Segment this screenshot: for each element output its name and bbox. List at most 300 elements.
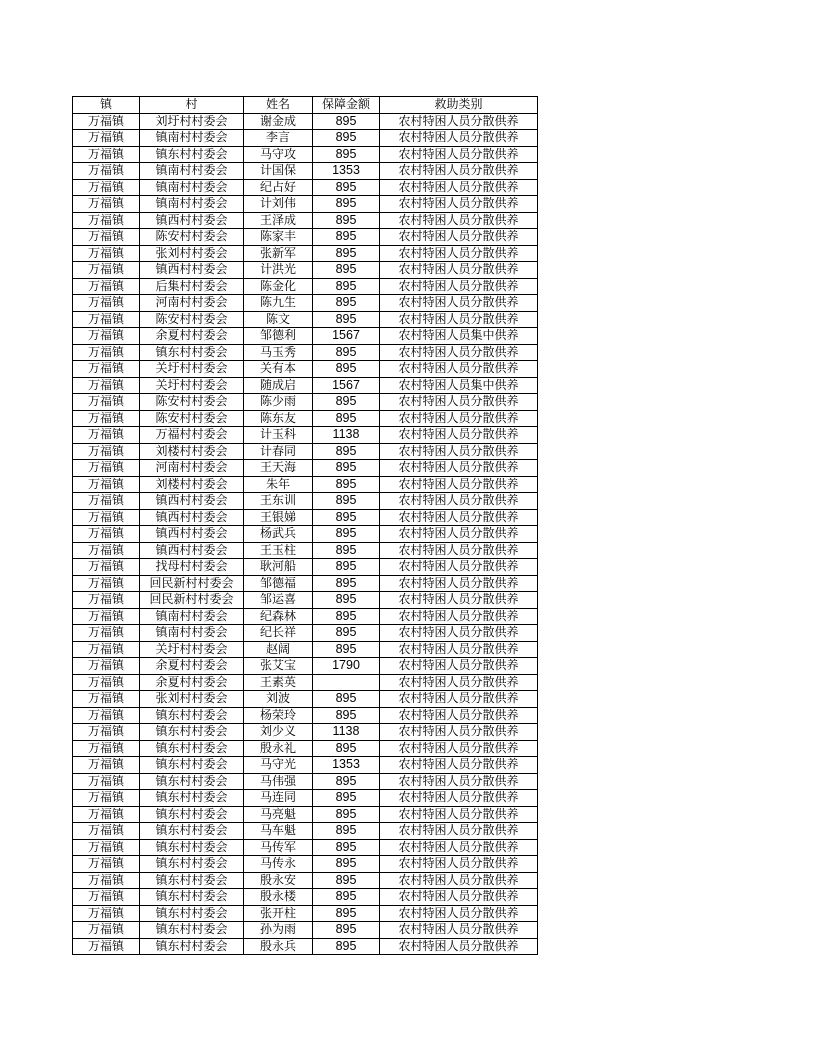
cell-village: 河南村村委会 bbox=[140, 295, 244, 312]
cell-category: 农村特困人员分散供养 bbox=[380, 641, 538, 658]
cell-name: 计玉科 bbox=[244, 427, 313, 444]
cell-category: 农村特困人员分散供养 bbox=[380, 625, 538, 642]
table-body bbox=[73, 113, 538, 955]
cell-village: 陈安村村委会 bbox=[140, 394, 244, 411]
table-row bbox=[73, 757, 538, 774]
cell-town: 万福镇 bbox=[73, 724, 140, 741]
cell-category: 农村特困人员分散供养 bbox=[380, 130, 538, 147]
cell-category: 农村特困人员集中供养 bbox=[380, 377, 538, 394]
cell-town: 万福镇 bbox=[73, 460, 140, 477]
header-row bbox=[73, 97, 538, 114]
cell-town: 万福镇 bbox=[73, 542, 140, 559]
cell-category: 农村特困人员分散供养 bbox=[380, 163, 538, 180]
table-row bbox=[73, 328, 538, 345]
cell-name: 邹德利 bbox=[244, 328, 313, 345]
table-row bbox=[73, 130, 538, 147]
cell-village: 镇东村村委会 bbox=[140, 344, 244, 361]
cell-village: 镇东村村委会 bbox=[140, 872, 244, 889]
cell-town: 万福镇 bbox=[73, 361, 140, 378]
cell-name: 马传军 bbox=[244, 839, 313, 856]
cell-category: 农村特困人员分散供养 bbox=[380, 691, 538, 708]
cell-village: 找母村村委会 bbox=[140, 559, 244, 576]
cell-town: 万福镇 bbox=[73, 740, 140, 757]
table-row bbox=[73, 443, 538, 460]
cell-amount: 895 bbox=[313, 212, 380, 229]
cell-village: 镇东村村委会 bbox=[140, 757, 244, 774]
cell-name: 耿河船 bbox=[244, 559, 313, 576]
cell-name: 计春同 bbox=[244, 443, 313, 460]
table-row bbox=[73, 823, 538, 840]
cell-amount: 1353 bbox=[313, 757, 380, 774]
cell-category: 农村特困人员分散供养 bbox=[380, 608, 538, 625]
cell-name: 杨武兵 bbox=[244, 526, 313, 543]
cell-village: 镇东村村委会 bbox=[140, 839, 244, 856]
cell-amount: 895 bbox=[313, 856, 380, 873]
relief-table bbox=[72, 96, 538, 955]
cell-amount: 895 bbox=[313, 823, 380, 840]
table-row bbox=[73, 740, 538, 757]
cell-village: 镇东村村委会 bbox=[140, 773, 244, 790]
header-village: 村 bbox=[140, 97, 244, 114]
header-name: 姓名 bbox=[244, 97, 313, 114]
cell-name: 马连同 bbox=[244, 790, 313, 807]
table-row bbox=[73, 806, 538, 823]
cell-category: 农村特困人员分散供养 bbox=[380, 295, 538, 312]
cell-name: 朱年 bbox=[244, 476, 313, 493]
cell-amount: 895 bbox=[313, 839, 380, 856]
cell-town: 万福镇 bbox=[73, 658, 140, 675]
table-row bbox=[73, 163, 538, 180]
cell-village: 镇西村村委会 bbox=[140, 509, 244, 526]
cell-category: 农村特困人员分散供养 bbox=[380, 872, 538, 889]
cell-category: 农村特困人员分散供养 bbox=[380, 278, 538, 295]
cell-amount: 895 bbox=[313, 542, 380, 559]
cell-village: 镇东村村委会 bbox=[140, 823, 244, 840]
cell-category: 农村特困人员分散供养 bbox=[380, 361, 538, 378]
cell-village: 张刘村村委会 bbox=[140, 245, 244, 262]
cell-amount bbox=[313, 674, 380, 691]
cell-village: 镇南村村委会 bbox=[140, 163, 244, 180]
cell-town: 万福镇 bbox=[73, 839, 140, 856]
cell-town: 万福镇 bbox=[73, 757, 140, 774]
cell-name: 陈九生 bbox=[244, 295, 313, 312]
table-row bbox=[73, 394, 538, 411]
cell-name: 纪森林 bbox=[244, 608, 313, 625]
cell-name: 赵阔 bbox=[244, 641, 313, 658]
cell-category: 农村特困人员分散供养 bbox=[380, 229, 538, 246]
table-row bbox=[73, 278, 538, 295]
cell-name: 马守光 bbox=[244, 757, 313, 774]
cell-town: 万福镇 bbox=[73, 311, 140, 328]
cell-village: 张刘村村委会 bbox=[140, 691, 244, 708]
cell-amount: 895 bbox=[313, 146, 380, 163]
cell-name: 纪长祥 bbox=[244, 625, 313, 642]
cell-category: 农村特困人员分散供养 bbox=[380, 344, 538, 361]
table-row bbox=[73, 856, 538, 873]
cell-town: 万福镇 bbox=[73, 806, 140, 823]
table-row bbox=[73, 526, 538, 543]
table-row bbox=[73, 773, 538, 790]
cell-name: 刘少义 bbox=[244, 724, 313, 741]
cell-category: 农村特困人员分散供养 bbox=[380, 922, 538, 939]
cell-village: 刘圩村村委会 bbox=[140, 113, 244, 130]
cell-village: 关圩村村委会 bbox=[140, 377, 244, 394]
cell-town: 万福镇 bbox=[73, 872, 140, 889]
table-row bbox=[73, 658, 538, 675]
cell-town: 万福镇 bbox=[73, 938, 140, 955]
cell-amount: 895 bbox=[313, 196, 380, 213]
cell-name: 张开柱 bbox=[244, 905, 313, 922]
cell-town: 万福镇 bbox=[73, 889, 140, 906]
cell-category: 农村特困人员分散供养 bbox=[380, 113, 538, 130]
table-row bbox=[73, 262, 538, 279]
cell-amount: 895 bbox=[313, 113, 380, 130]
cell-category: 农村特困人员集中供养 bbox=[380, 328, 538, 345]
table-row bbox=[73, 476, 538, 493]
table-row bbox=[73, 377, 538, 394]
cell-town: 万福镇 bbox=[73, 179, 140, 196]
cell-amount: 895 bbox=[313, 509, 380, 526]
table-row bbox=[73, 641, 538, 658]
cell-village: 镇东村村委会 bbox=[140, 806, 244, 823]
cell-name: 关有本 bbox=[244, 361, 313, 378]
cell-category: 农村特困人员分散供养 bbox=[380, 575, 538, 592]
cell-name: 陈少雨 bbox=[244, 394, 313, 411]
cell-amount: 895 bbox=[313, 773, 380, 790]
cell-amount: 1138 bbox=[313, 724, 380, 741]
cell-village: 镇东村村委会 bbox=[140, 856, 244, 873]
cell-town: 万福镇 bbox=[73, 328, 140, 345]
cell-village: 后集村村委会 bbox=[140, 278, 244, 295]
cell-category: 农村特困人员分散供养 bbox=[380, 427, 538, 444]
table-row bbox=[73, 674, 538, 691]
cell-amount: 895 bbox=[313, 443, 380, 460]
cell-category: 农村特困人员分散供养 bbox=[380, 592, 538, 609]
table-row bbox=[73, 905, 538, 922]
cell-category: 农村特困人员分散供养 bbox=[380, 856, 538, 873]
cell-town: 万福镇 bbox=[73, 443, 140, 460]
table-row bbox=[73, 625, 538, 642]
cell-category: 农村特困人员分散供养 bbox=[380, 938, 538, 955]
cell-amount: 895 bbox=[313, 592, 380, 609]
cell-amount: 895 bbox=[313, 938, 380, 955]
cell-amount: 895 bbox=[313, 493, 380, 510]
cell-village: 刘楼村村委会 bbox=[140, 443, 244, 460]
cell-category: 农村特困人员分散供养 bbox=[380, 179, 538, 196]
cell-name: 马传永 bbox=[244, 856, 313, 873]
cell-name: 王素英 bbox=[244, 674, 313, 691]
table-row bbox=[73, 196, 538, 213]
cell-name: 王天海 bbox=[244, 460, 313, 477]
cell-village: 镇东村村委会 bbox=[140, 905, 244, 922]
cell-category: 农村特困人员分散供养 bbox=[380, 724, 538, 741]
cell-name: 随成启 bbox=[244, 377, 313, 394]
cell-town: 万福镇 bbox=[73, 146, 140, 163]
table-row bbox=[73, 344, 538, 361]
header-amount: 保障金额 bbox=[313, 97, 380, 114]
cell-town: 万福镇 bbox=[73, 196, 140, 213]
cell-amount: 895 bbox=[313, 295, 380, 312]
table-row bbox=[73, 938, 538, 955]
cell-name: 杨荣玲 bbox=[244, 707, 313, 724]
cell-town: 万福镇 bbox=[73, 229, 140, 246]
cell-name: 殷永安 bbox=[244, 872, 313, 889]
cell-name: 王东训 bbox=[244, 493, 313, 510]
cell-amount: 1790 bbox=[313, 658, 380, 675]
cell-category: 农村特困人员分散供养 bbox=[380, 773, 538, 790]
table-row bbox=[73, 295, 538, 312]
cell-name: 邹德福 bbox=[244, 575, 313, 592]
cell-village: 镇西村村委会 bbox=[140, 526, 244, 543]
cell-category: 农村特困人员分散供养 bbox=[380, 262, 538, 279]
cell-town: 万福镇 bbox=[73, 295, 140, 312]
cell-amount: 895 bbox=[313, 245, 380, 262]
cell-category: 农村特困人员分散供养 bbox=[380, 394, 538, 411]
cell-name: 计刘伟 bbox=[244, 196, 313, 213]
table-row bbox=[73, 427, 538, 444]
cell-amount: 895 bbox=[313, 740, 380, 757]
cell-name: 邹运喜 bbox=[244, 592, 313, 609]
cell-category: 农村特困人员分散供养 bbox=[380, 905, 538, 922]
cell-name: 殷永楼 bbox=[244, 889, 313, 906]
cell-village: 镇东村村委会 bbox=[140, 146, 244, 163]
cell-amount: 895 bbox=[313, 790, 380, 807]
table-row bbox=[73, 889, 538, 906]
cell-amount: 895 bbox=[313, 476, 380, 493]
cell-village: 镇东村村委会 bbox=[140, 922, 244, 939]
cell-category: 农村特困人员分散供养 bbox=[380, 526, 538, 543]
cell-village: 镇东村村委会 bbox=[140, 707, 244, 724]
cell-town: 万福镇 bbox=[73, 278, 140, 295]
cell-name: 马亮魁 bbox=[244, 806, 313, 823]
table-row bbox=[73, 410, 538, 427]
cell-village: 陈安村村委会 bbox=[140, 311, 244, 328]
cell-village: 镇东村村委会 bbox=[140, 889, 244, 906]
cell-category: 农村特困人员分散供养 bbox=[380, 823, 538, 840]
cell-town: 万福镇 bbox=[73, 641, 140, 658]
cell-village: 余夏村村委会 bbox=[140, 658, 244, 675]
table-row bbox=[73, 509, 538, 526]
cell-category: 农村特困人员分散供养 bbox=[380, 410, 538, 427]
cell-town: 万福镇 bbox=[73, 509, 140, 526]
cell-amount: 895 bbox=[313, 179, 380, 196]
table-row bbox=[73, 361, 538, 378]
cell-name: 陈文 bbox=[244, 311, 313, 328]
cell-name: 刘波 bbox=[244, 691, 313, 708]
cell-village: 镇西村村委会 bbox=[140, 262, 244, 279]
cell-town: 万福镇 bbox=[73, 691, 140, 708]
cell-category: 农村特困人员分散供养 bbox=[380, 443, 538, 460]
cell-category: 农村特困人员分散供养 bbox=[380, 790, 538, 807]
cell-amount: 895 bbox=[313, 625, 380, 642]
table-row bbox=[73, 575, 538, 592]
table-row bbox=[73, 311, 538, 328]
table-row bbox=[73, 707, 538, 724]
cell-name: 张新军 bbox=[244, 245, 313, 262]
cell-village: 余夏村村委会 bbox=[140, 674, 244, 691]
cell-village: 镇南村村委会 bbox=[140, 196, 244, 213]
table-row bbox=[73, 146, 538, 163]
cell-category: 农村特困人员分散供养 bbox=[380, 839, 538, 856]
cell-town: 万福镇 bbox=[73, 856, 140, 873]
cell-amount: 895 bbox=[313, 410, 380, 427]
cell-category: 农村特困人员分散供养 bbox=[380, 493, 538, 510]
cell-village: 镇西村村委会 bbox=[140, 493, 244, 510]
cell-village: 关圩村村委会 bbox=[140, 361, 244, 378]
cell-town: 万福镇 bbox=[73, 493, 140, 510]
cell-name: 马守攻 bbox=[244, 146, 313, 163]
cell-name: 陈家丰 bbox=[244, 229, 313, 246]
cell-town: 万福镇 bbox=[73, 476, 140, 493]
cell-amount: 895 bbox=[313, 872, 380, 889]
cell-category: 农村特困人员分散供养 bbox=[380, 196, 538, 213]
cell-name: 孙为雨 bbox=[244, 922, 313, 939]
cell-amount: 895 bbox=[313, 608, 380, 625]
cell-name: 计国保 bbox=[244, 163, 313, 180]
table-row bbox=[73, 839, 538, 856]
cell-category: 农村特困人员分散供养 bbox=[380, 146, 538, 163]
cell-amount: 895 bbox=[313, 361, 380, 378]
cell-village: 回民新村村委会 bbox=[140, 592, 244, 609]
cell-amount: 1138 bbox=[313, 427, 380, 444]
cell-name: 计洪光 bbox=[244, 262, 313, 279]
cell-amount: 895 bbox=[313, 344, 380, 361]
cell-village: 陈安村村委会 bbox=[140, 410, 244, 427]
table-row bbox=[73, 542, 538, 559]
cell-amount: 1353 bbox=[313, 163, 380, 180]
header-category: 救助类别 bbox=[380, 97, 538, 114]
cell-amount: 895 bbox=[313, 641, 380, 658]
cell-amount: 1567 bbox=[313, 328, 380, 345]
cell-town: 万福镇 bbox=[73, 212, 140, 229]
cell-town: 万福镇 bbox=[73, 773, 140, 790]
cell-village: 镇东村村委会 bbox=[140, 938, 244, 955]
cell-category: 农村特困人员分散供养 bbox=[380, 460, 538, 477]
cell-category: 农村特困人员分散供养 bbox=[380, 509, 538, 526]
cell-name: 殷永兵 bbox=[244, 938, 313, 955]
cell-town: 万福镇 bbox=[73, 575, 140, 592]
cell-amount: 895 bbox=[313, 707, 380, 724]
cell-town: 万福镇 bbox=[73, 823, 140, 840]
cell-amount: 895 bbox=[313, 691, 380, 708]
cell-town: 万福镇 bbox=[73, 707, 140, 724]
cell-amount: 895 bbox=[313, 806, 380, 823]
cell-name: 陈金化 bbox=[244, 278, 313, 295]
cell-name: 王玉柱 bbox=[244, 542, 313, 559]
cell-town: 万福镇 bbox=[73, 559, 140, 576]
cell-name: 纪占好 bbox=[244, 179, 313, 196]
cell-village: 镇东村村委会 bbox=[140, 740, 244, 757]
cell-name: 马伟强 bbox=[244, 773, 313, 790]
cell-town: 万福镇 bbox=[73, 410, 140, 427]
cell-category: 农村特困人员分散供养 bbox=[380, 311, 538, 328]
cell-town: 万福镇 bbox=[73, 130, 140, 147]
table-row bbox=[73, 724, 538, 741]
table-row bbox=[73, 592, 538, 609]
cell-village: 余夏村村委会 bbox=[140, 328, 244, 345]
cell-village: 万福村村委会 bbox=[140, 427, 244, 444]
cell-name: 殷永礼 bbox=[244, 740, 313, 757]
cell-name: 陈东友 bbox=[244, 410, 313, 427]
table-row bbox=[73, 559, 538, 576]
cell-amount: 895 bbox=[313, 130, 380, 147]
cell-category: 农村特困人员分散供养 bbox=[380, 559, 538, 576]
table-row bbox=[73, 493, 538, 510]
cell-village: 镇西村村委会 bbox=[140, 212, 244, 229]
cell-village: 镇东村村委会 bbox=[140, 724, 244, 741]
table-row bbox=[73, 460, 538, 477]
cell-village: 刘楼村村委会 bbox=[140, 476, 244, 493]
cell-town: 万福镇 bbox=[73, 245, 140, 262]
cell-town: 万福镇 bbox=[73, 394, 140, 411]
cell-town: 万福镇 bbox=[73, 262, 140, 279]
cell-village: 镇南村村委会 bbox=[140, 179, 244, 196]
table-row bbox=[73, 229, 538, 246]
table-row bbox=[73, 872, 538, 889]
table-row bbox=[73, 790, 538, 807]
table-row bbox=[73, 691, 538, 708]
cell-category: 农村特困人员分散供养 bbox=[380, 806, 538, 823]
cell-category: 农村特困人员分散供养 bbox=[380, 542, 538, 559]
cell-name: 谢金成 bbox=[244, 113, 313, 130]
cell-village: 镇南村村委会 bbox=[140, 130, 244, 147]
cell-name: 王银娣 bbox=[244, 509, 313, 526]
cell-town: 万福镇 bbox=[73, 526, 140, 543]
cell-village: 镇东村村委会 bbox=[140, 790, 244, 807]
cell-amount: 895 bbox=[313, 905, 380, 922]
cell-town: 万福镇 bbox=[73, 922, 140, 939]
cell-category: 农村特困人员分散供养 bbox=[380, 757, 538, 774]
cell-town: 万福镇 bbox=[73, 163, 140, 180]
cell-town: 万福镇 bbox=[73, 592, 140, 609]
table-row bbox=[73, 922, 538, 939]
cell-village: 关圩村村委会 bbox=[140, 641, 244, 658]
cell-amount: 895 bbox=[313, 889, 380, 906]
cell-amount: 895 bbox=[313, 278, 380, 295]
cell-amount: 895 bbox=[313, 229, 380, 246]
cell-category: 农村特困人员分散供养 bbox=[380, 740, 538, 757]
cell-town: 万福镇 bbox=[73, 344, 140, 361]
cell-town: 万福镇 bbox=[73, 427, 140, 444]
cell-name: 张艾宝 bbox=[244, 658, 313, 675]
cell-town: 万福镇 bbox=[73, 625, 140, 642]
cell-amount: 895 bbox=[313, 922, 380, 939]
cell-amount: 895 bbox=[313, 575, 380, 592]
cell-town: 万福镇 bbox=[73, 905, 140, 922]
cell-town: 万福镇 bbox=[73, 674, 140, 691]
cell-village: 回民新村村委会 bbox=[140, 575, 244, 592]
cell-name: 李言 bbox=[244, 130, 313, 147]
table-row bbox=[73, 113, 538, 130]
cell-amount: 1567 bbox=[313, 377, 380, 394]
cell-village: 镇南村村委会 bbox=[140, 625, 244, 642]
cell-village: 河南村村委会 bbox=[140, 460, 244, 477]
cell-town: 万福镇 bbox=[73, 377, 140, 394]
cell-village: 镇南村村委会 bbox=[140, 608, 244, 625]
table-row bbox=[73, 245, 538, 262]
cell-town: 万福镇 bbox=[73, 790, 140, 807]
header-town: 镇 bbox=[73, 97, 140, 114]
cell-category: 农村特困人员分散供养 bbox=[380, 212, 538, 229]
cell-name: 马玉秀 bbox=[244, 344, 313, 361]
cell-amount: 895 bbox=[313, 460, 380, 477]
cell-town: 万福镇 bbox=[73, 608, 140, 625]
cell-amount: 895 bbox=[313, 311, 380, 328]
cell-town: 万福镇 bbox=[73, 113, 140, 130]
cell-amount: 895 bbox=[313, 559, 380, 576]
cell-name: 马车魁 bbox=[244, 823, 313, 840]
cell-amount: 895 bbox=[313, 394, 380, 411]
